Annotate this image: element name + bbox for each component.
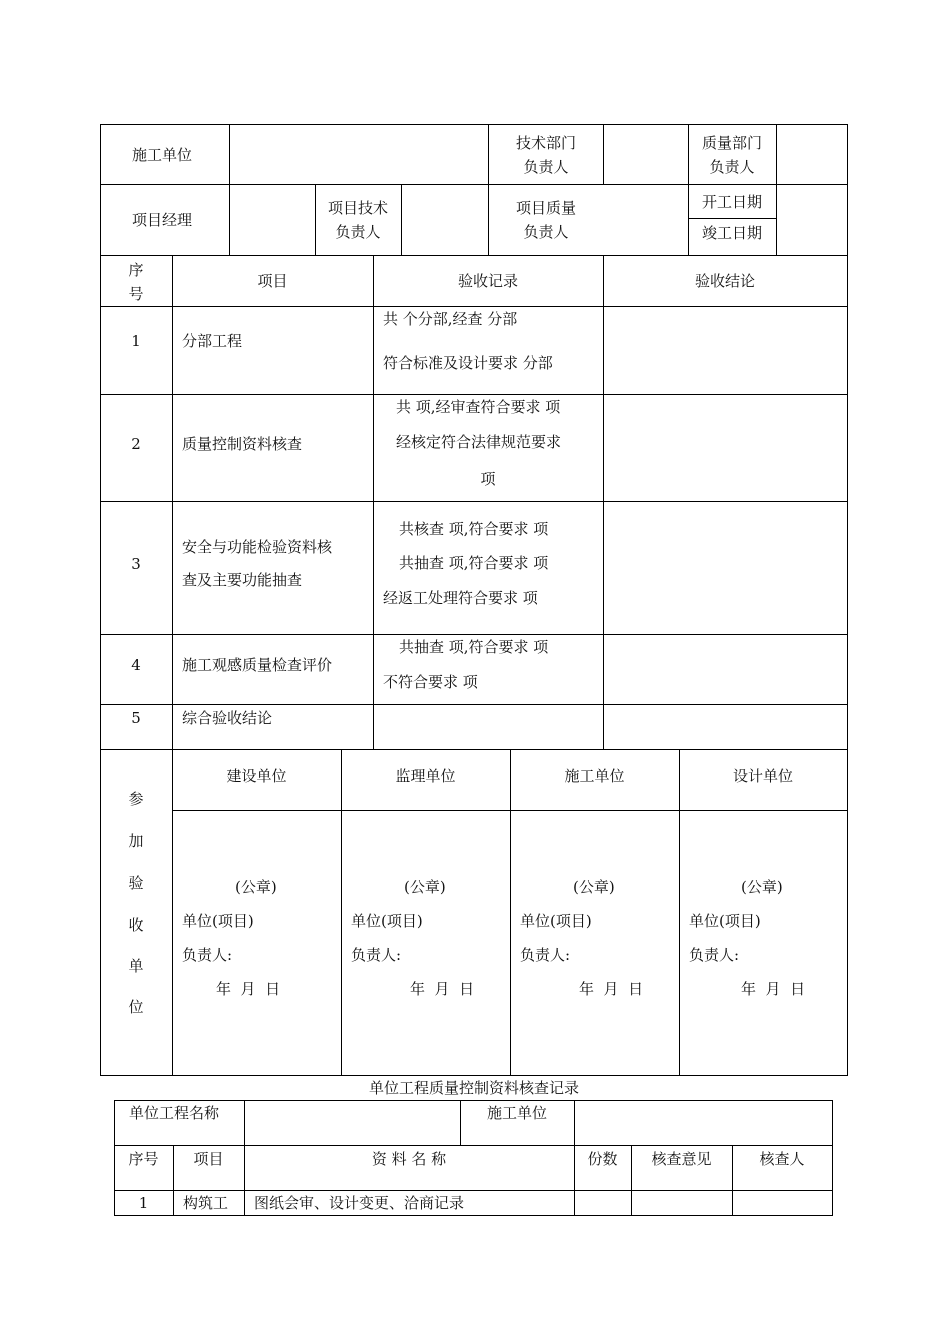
construction-unit-label: 施工单位 (132, 146, 193, 164)
construction-unit-label: 施工单位 (486, 1104, 547, 1122)
quality-dept-head-label: 质量部门 (701, 134, 762, 152)
row-record: 共 个分部,经查 分部 (383, 310, 518, 328)
project-name-label: 单位工程名称 (129, 1104, 220, 1122)
seal-label: (公章) (573, 878, 615, 896)
participants-side-label: 单 (128, 957, 144, 975)
seq-column-header: 序 (128, 261, 144, 279)
participants-side-label: 验 (128, 874, 144, 892)
unit-project-label: 单位(项目) (520, 912, 592, 930)
signature-date-label: 年 月 日 (410, 980, 475, 998)
row-record: 项 (480, 470, 496, 488)
participants-side-label: 参 (128, 790, 144, 808)
conclusion-column-header: 验收结论 (694, 272, 755, 290)
row-item: 综合验收结论 (182, 709, 273, 727)
row-seq: 2 (131, 435, 141, 453)
row-record: 符合标准及设计要求 分部 (383, 354, 553, 372)
participants-side-label: 位 (128, 998, 144, 1016)
participant-unit-header: 施工单位 (564, 767, 625, 785)
row-seq: 1 (131, 332, 141, 350)
seq-column-header: 序号 (128, 1150, 159, 1168)
copies-column-header: 份数 (587, 1150, 618, 1168)
unit-project-label: 单位(项目) (689, 912, 761, 930)
unit-project-label: 单位(项目) (182, 912, 254, 930)
seal-label: (公章) (404, 878, 446, 896)
tech-dept-head-label: 负责人 (523, 158, 569, 176)
project-quality-head-label: 项目质量 (515, 199, 576, 217)
signature-date-label: 年 月 日 (579, 980, 644, 998)
check-opinion-column-header: 核查意见 (651, 1150, 712, 1168)
document-name-column-header: 资 料 名 称 (371, 1150, 447, 1168)
participant-unit-header: 设计单位 (732, 767, 793, 785)
project-tech-head-label: 负责人 (335, 223, 381, 241)
form-title: 单位工程质量控制资料核查记录 (368, 1079, 579, 1097)
row-item: 查及主要功能抽查 (182, 571, 303, 589)
row-item: 质量控制资料核查 (182, 435, 303, 453)
person-in-charge-label: 负责人: (351, 946, 402, 964)
person-in-charge-label: 负责人: (182, 946, 233, 964)
row-record: 经返工处理符合要求 项 (383, 589, 538, 607)
participant-unit-header: 监理单位 (395, 767, 456, 785)
seq-column-header: 号 (128, 285, 144, 303)
checker-column-header: 核查人 (759, 1150, 805, 1168)
person-in-charge-label: 负责人: (689, 946, 740, 964)
participants-side-label: 收 (128, 916, 144, 934)
table-row-seq: 1 (138, 1194, 149, 1212)
completion-date-label: 竣工日期 (701, 224, 762, 242)
record-column-header: 验收记录 (457, 272, 518, 290)
row-seq: 4 (131, 656, 141, 674)
unit-project-label: 单位(项目) (351, 912, 423, 930)
quality-dept-head-label: 负责人 (709, 158, 755, 176)
row-seq: 5 (131, 709, 141, 727)
row-record: 共核查 项,符合要求 项 (399, 520, 549, 538)
table-row-document-name: 图纸会审、设计变更、洽商记录 (254, 1194, 465, 1212)
row-record: 经核定符合法律规范要求 (396, 433, 562, 451)
signature-date-label: 年 月 日 (741, 980, 806, 998)
participants-side-label: 加 (128, 832, 144, 850)
participant-unit-header: 建设单位 (226, 767, 287, 785)
seal-label: (公章) (235, 878, 277, 896)
row-record: 共 项,经审查符合要求 项 (396, 398, 561, 416)
row-record: 共抽查 项,符合要求 项 (399, 554, 549, 572)
row-item: 安全与功能检验资料核 (182, 538, 333, 556)
project-manager-label: 项目经理 (132, 211, 193, 229)
start-date-label: 开工日期 (701, 193, 762, 211)
project-quality-head-label: 负责人 (523, 223, 569, 241)
seal-label: (公章) (741, 878, 783, 896)
row-item: 分部工程 (182, 332, 243, 350)
row-record: 共抽查 项,符合要求 项 (399, 638, 549, 656)
project-tech-head-label: 项目技术 (327, 199, 388, 217)
row-seq: 3 (131, 555, 141, 573)
row-item: 施工观感质量检查评价 (182, 656, 333, 674)
item-column-header: 项目 (257, 272, 288, 290)
person-in-charge-label: 负责人: (520, 946, 571, 964)
tech-dept-head-label: 技术部门 (515, 134, 576, 152)
signature-date-label: 年 月 日 (216, 980, 281, 998)
item-column-header: 项目 (193, 1150, 224, 1168)
row-record: 不符合要求 项 (383, 673, 478, 691)
table-row-item: 构筑工 (183, 1194, 229, 1212)
